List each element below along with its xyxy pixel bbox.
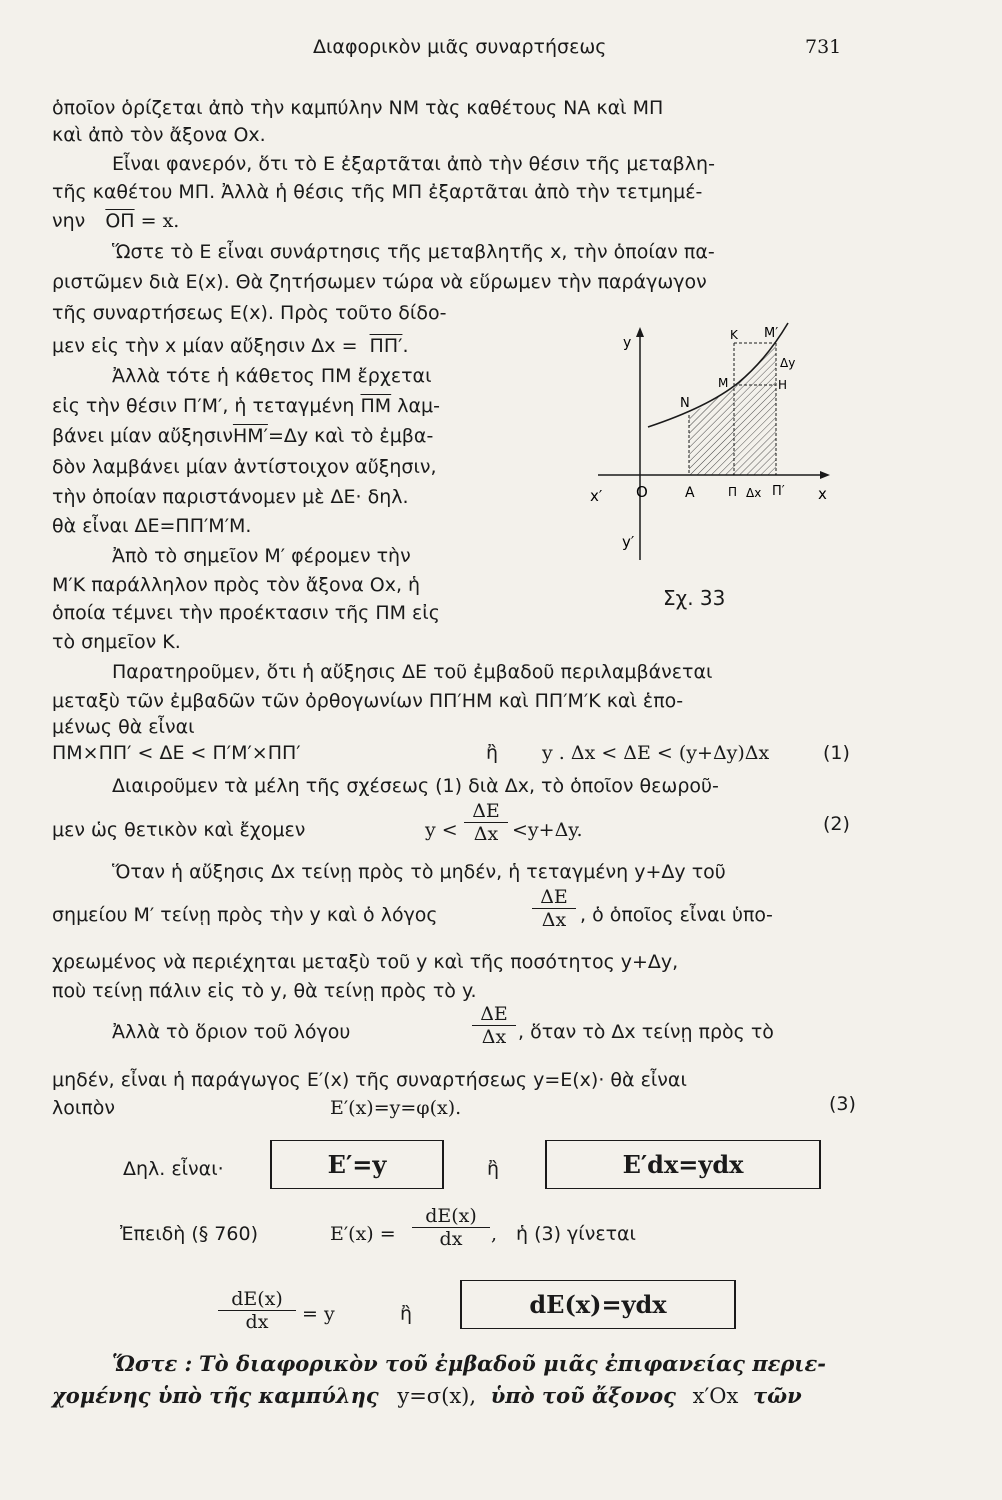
fraction-numerator: ΔΕ bbox=[532, 886, 576, 909]
text-line: Ἐπειδὴ (§ 760) bbox=[120, 1223, 258, 1245]
text-line bbox=[52, 209, 179, 233]
text-line: σημείου Μ′ τείνῃ πρὸς τὴν y καὶ ὁ λόγος bbox=[52, 904, 438, 926]
label-p-prime: Π′ bbox=[772, 484, 785, 499]
text-line: Ὥστε τὸ Ε εἶναι συνάρτησις τῆς μεταβλητῆς x, τὴν ὁποίαν πα- bbox=[112, 241, 715, 263]
label-o: Ο bbox=[636, 483, 648, 501]
text-line: ἡ (3) γίνεται bbox=[516, 1223, 636, 1245]
text-line: Ὅταν ἡ αὔξησις Δx τείνῃ πρὸς τὸ μηδέν, ἡ τεταγμένη y+Δy τοῦ bbox=[112, 861, 726, 883]
comma: , bbox=[491, 1223, 498, 1245]
fraction-de-dx-x bbox=[218, 1288, 296, 1333]
italic-emphasis: ὑπὸ τοῦ ἄξονος bbox=[490, 1383, 676, 1408]
fraction-numerator: ΔΕ bbox=[472, 1003, 516, 1026]
label-y: y bbox=[623, 335, 632, 351]
figure-caption: Σχ. 33 bbox=[663, 586, 726, 610]
equals-y: = y bbox=[302, 1303, 335, 1325]
text-fragment: μεν εἰς τὴν x μίαν αὔξησιν Δx = bbox=[52, 335, 358, 357]
fraction-numerator: dE(x) bbox=[218, 1288, 296, 1311]
text-line: τὸ σημεῖον Κ. bbox=[52, 631, 181, 653]
fraction-de-dx bbox=[472, 1003, 516, 1048]
label-p: Π bbox=[728, 485, 738, 499]
segment-op: $\overline{O\Pi}$ bbox=[105, 210, 135, 232]
text-line: , ὅταν τὸ Δx τείνῃ πρὸς τὸ bbox=[518, 1021, 774, 1043]
text-line: καὶ ἀπὸ τὸν ἄξονα Οx. bbox=[52, 124, 266, 146]
text-line bbox=[52, 394, 440, 418]
label-a: Α bbox=[685, 485, 695, 501]
text-fragment: = x. bbox=[140, 210, 180, 232]
label-m-prime: Μ′ bbox=[764, 326, 779, 341]
text-line: Ἀλλὰ τότε ἡ κάθετος ΠΜ ἔρχεται bbox=[112, 365, 432, 387]
formula-sigma: y=σ(x), bbox=[397, 1384, 477, 1408]
text-line: μένως θὰ εἶναι bbox=[52, 716, 195, 738]
text-line: χρεωμένος νὰ περιέχηται μεταξὺ τοῦ y καὶ τῆς ποσότητος y+Δy, bbox=[52, 951, 679, 973]
fraction-de-dx bbox=[464, 800, 508, 845]
text-fragment: βάνει μίαν αὔξησιν bbox=[52, 425, 233, 447]
fraction-denominator: dx bbox=[245, 1311, 269, 1333]
text-line: Δηλ. εἶναι· bbox=[123, 1158, 224, 1180]
equation-number-1: (1) bbox=[823, 742, 850, 764]
inequality-1-left: ΠΜ×ΠΠ′ < ΔΕ < Π′Μ′×ΠΠ′ bbox=[52, 742, 301, 764]
running-header: Διαφορικὸν μιᾶς συναρτήσεως bbox=[313, 36, 607, 58]
area-increment-hatch bbox=[734, 345, 776, 475]
text-fragment: Ὥστε : bbox=[112, 1351, 193, 1376]
text-line: μηδέν, εἶναι ἡ παράγωγος Ε′(x) τῆς συναρτήσεως y=Ε(x)· θὰ εἶναι bbox=[52, 1069, 687, 1091]
text-or: ἢ bbox=[486, 742, 499, 764]
text-fragment: εἰς τὴν θέσιν Π′Μ′, ἡ τεταγμένη bbox=[52, 395, 355, 417]
inequality-2-left: y < bbox=[425, 819, 458, 841]
segment-pm: $\overline{\Pi M}$ bbox=[360, 395, 392, 417]
fraction-de-dx-x bbox=[412, 1205, 490, 1250]
x-axis-arrow bbox=[820, 471, 830, 479]
text-line: μεταξὺ τῶν ἐμβαδῶν τῶν ὀρθογωνίων ΠΠ′ΗΜ καὶ ΠΠ′Μ′Κ καὶ ἑπο- bbox=[52, 690, 684, 712]
label-n: Ν bbox=[680, 396, 690, 411]
text-line: ὁποία τέμνει τὴν προέκτασιν τῆς ΠΜ εἰς bbox=[52, 602, 440, 624]
text-line: Παρατηροῦμεν, ὅτι ἡ αὔξησις ΔΕ τοῦ ἐμβαδοῦ περιλαμβάνεται bbox=[112, 661, 713, 683]
text-fragment: νην bbox=[52, 210, 86, 232]
label-x: x bbox=[818, 485, 827, 503]
text-line bbox=[52, 334, 408, 358]
derivative-def-left: Ε′(x) = bbox=[330, 1223, 396, 1245]
label-h: Η bbox=[778, 378, 788, 392]
equation-number-3: (3) bbox=[829, 1093, 856, 1115]
label-y-prime: y′ bbox=[622, 533, 635, 551]
text-line: τῆς συναρτήσεως Ε(x). Πρὸς τοῦτο δίδο- bbox=[52, 302, 447, 324]
text-line bbox=[112, 1350, 826, 1378]
inequality-1-right: y . Δx < ΔΕ < (y+Δy)Δx bbox=[542, 742, 770, 764]
inequality-2-right: <y+Δy. bbox=[512, 819, 583, 841]
boxed-formula-edx: E′dx=ydx bbox=[545, 1140, 821, 1189]
label-k: Κ bbox=[730, 328, 738, 342]
text-line: τῆς καθέτου ΜΠ. Ἀλλὰ ἡ θέσις τῆς ΜΠ ἐξαρτᾶται ἀπὸ τὴν τετμημέ- bbox=[52, 181, 703, 203]
figure-33 bbox=[588, 315, 838, 615]
text-line: δὸν λαμβάνει μίαν ἀντίστοιχον αὔξησιν, bbox=[52, 456, 437, 478]
axis-name: x′Ox bbox=[692, 1384, 739, 1408]
segment-pp: ΠΠ′ bbox=[369, 335, 403, 357]
area-hatch bbox=[689, 385, 734, 475]
fraction-de-dx bbox=[532, 886, 576, 931]
y-axis-arrow bbox=[636, 327, 644, 337]
text-line: λοιπὸν bbox=[52, 1097, 115, 1119]
text-or: ἢ bbox=[487, 1158, 500, 1180]
text-line: ποὺ τείνῃ πάλιν εἰς τὸ y, θὰ τείνῃ πρὸς τὸ y. bbox=[52, 980, 477, 1002]
fraction-denominator: Δx bbox=[541, 909, 567, 931]
label-delta-x: Δx bbox=[746, 486, 762, 500]
text-line: ριστῶμεν διὰ Ε(x). Θὰ ζητήσωμεν τώρα νὰ εὕρωμεν τὴν παράγωγον bbox=[52, 271, 707, 293]
boxed-formula-dex: dE(x)=ydx bbox=[460, 1280, 736, 1329]
text-line: τὴν ὁποίαν παριστάνομεν μὲ ΔΕ· δηλ. bbox=[52, 486, 409, 508]
fraction-denominator: Δx bbox=[473, 823, 499, 845]
text-fragment: . bbox=[402, 335, 409, 357]
segment-hm: ΗΜ′ bbox=[232, 425, 268, 447]
text-line: μεν ὡς θετικὸν καὶ ἔχομεν bbox=[52, 819, 306, 841]
text-line: θὰ εἶναι ΔΕ=ΠΠ′Μ′Μ. bbox=[52, 515, 252, 537]
text-line: Διαιροῦμεν τὰ μέλη τῆς σχέσεως (1) διὰ Δx, τὸ ὁποῖον θεωροῦ- bbox=[112, 775, 719, 797]
fraction-denominator: dx bbox=[439, 1228, 463, 1250]
text-line bbox=[52, 1382, 802, 1410]
label-delta-y: Δy bbox=[780, 356, 796, 370]
fraction-denominator: Δx bbox=[481, 1026, 507, 1048]
boxed-formula-e-prime: Ε′=y bbox=[270, 1140, 444, 1189]
text-line: Εἶναι φανερόν, ὅτι τὸ Ε ἐξαρτᾶται ἀπὸ τὴν θέσιν τῆς μεταβλη- bbox=[112, 153, 715, 175]
equation-3: Ε′(x)=y=φ(x). bbox=[330, 1097, 462, 1119]
italic-emphasis: τῶν bbox=[753, 1383, 802, 1408]
fraction-numerator: dE(x) bbox=[412, 1205, 490, 1228]
text-line: ὁποῖον ὁρίζεται ἀπὸ τὴν καμπύλην ΝΜ τὰς καθέτους ΝΑ καὶ ΜΠ bbox=[52, 97, 664, 119]
text-line: , ὁ ὁποῖος εἶναι ὑπο- bbox=[580, 904, 773, 926]
text-fragment: =Δy καὶ τὸ ἐμβα- bbox=[267, 425, 434, 447]
text-line: Ἀπὸ τὸ σημεῖον Μ′ φέρομεν τὴν bbox=[112, 545, 411, 567]
text-line: Ἀλλὰ τὸ ὅριον τοῦ λόγου bbox=[112, 1021, 351, 1043]
text-line bbox=[52, 424, 433, 448]
fraction-numerator: ΔΕ bbox=[464, 800, 508, 823]
page-number: 731 bbox=[805, 36, 842, 58]
equation-number-2: (2) bbox=[823, 813, 850, 835]
italic-emphasis: χομένης ὑπὸ τῆς καμπύλης bbox=[52, 1383, 379, 1408]
text-line: Μ′Κ παράλληλον πρὸς τὸν ἄξονα Οx, ἡ bbox=[52, 574, 421, 596]
italic-emphasis: Τὸ διαφορικὸν τοῦ ἐμβαδοῦ μιᾶς ἐπιφανείας περιε- bbox=[199, 1351, 826, 1376]
text-or: ἢ bbox=[400, 1303, 413, 1325]
label-x-prime: x′ bbox=[590, 487, 603, 505]
label-m: Μ bbox=[718, 376, 729, 390]
text-fragment: λαμ- bbox=[397, 395, 440, 417]
